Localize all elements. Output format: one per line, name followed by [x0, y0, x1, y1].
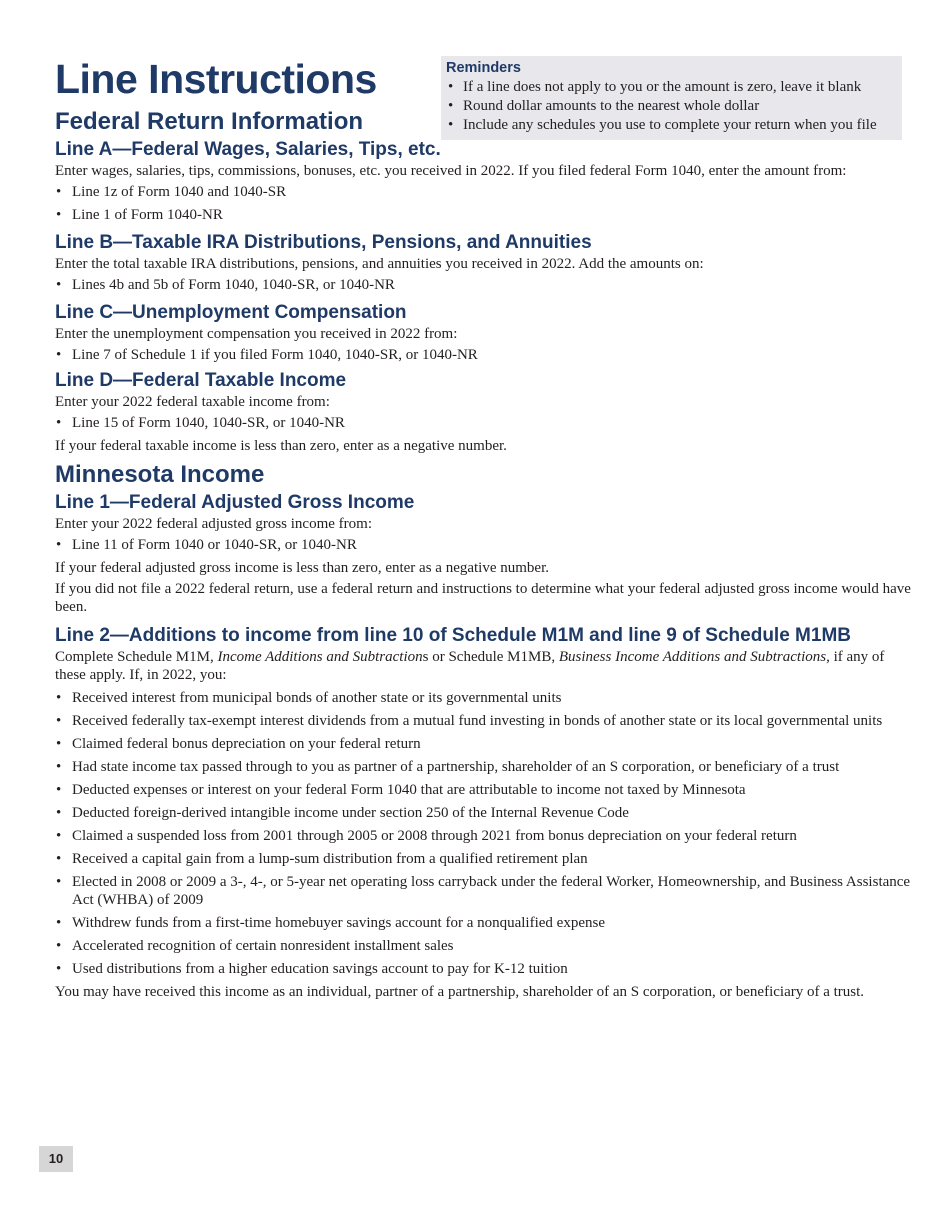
main-content — [55, 106, 915, 1004]
list-item: • Line 1z of Form 1040 and 1040-SR — [55, 183, 915, 201]
line-d-bullets — [55, 414, 915, 432]
line-a-heading: Line A—Federal Wages, Salaries, Tips, etc. — [55, 139, 441, 160]
page-number: 10 — [39, 1146, 73, 1172]
section-heading-federal: Federal Return Information — [55, 108, 364, 135]
line-b-heading: Line B—Taxable IRA Distributions, Pensions, and Annuities — [55, 232, 592, 253]
list-item: • Withdrew funds from a first-time homebuyer savings account for a nonqualified expense — [55, 914, 915, 932]
line-1-note-negative: If your federal adjusted gross income is less than zero, enter as a negative number. — [55, 560, 549, 576]
list-item: • Received a capital gain from a lump-sum distribution from a qualified retirement plan — [55, 850, 915, 868]
line-c-bullets — [55, 346, 915, 364]
line-b-intro: Enter the total taxable IRA distributions, pensions, and annuities you received in 2022. Add the amounts on: — [55, 256, 704, 272]
section-heading-minnesota: Minnesota Income — [55, 461, 265, 488]
reminder-item: • Round dollar amounts to the nearest whole dollar — [446, 97, 896, 116]
list-item: • Line 7 of Schedule 1 if you filed Form 1040, 1040-SR, or 1040-NR — [55, 346, 915, 364]
list-item: • Line 15 of Form 1040, 1040-SR, or 1040-NR — [55, 414, 915, 432]
line-b-bullets — [55, 276, 915, 294]
line-c-intro: Enter the unemployment compensation you received in 2022 from: — [55, 326, 458, 342]
line-d-intro: Enter your 2022 federal taxable income from: — [55, 394, 330, 410]
list-item: • Line 11 of Form 1040 or 1040-SR, or 1040-NR — [55, 536, 915, 554]
line-1-bullets — [55, 536, 915, 554]
list-item: • Accelerated recognition of certain nonresident installment sales — [55, 937, 915, 955]
list-item: • Deducted foreign-derived intangible income under section 250 of the Internal Revenue Code — [55, 804, 915, 822]
list-item: • Used distributions from a higher education savings account to pay for K-12 tuition — [55, 960, 915, 978]
list-item: • Received interest from municipal bonds of another state or its governmental units — [55, 689, 915, 707]
line-d-note: If your federal taxable income is less than zero, enter as a negative number. — [55, 438, 507, 454]
line-c-heading: Line C—Unemployment Compensation — [55, 302, 407, 323]
line-2-bullets — [55, 689, 915, 978]
line-a-bullets — [55, 183, 915, 224]
list-item: • Had state income tax passed through to you as partner of a partnership, shareholder of an S corporation, or beneficiary of a trust — [55, 758, 915, 776]
list-item: • Deducted expenses or interest on your federal Form 1040 that are attributable to income not taxed by Minnesota — [55, 781, 915, 799]
line-2-heading: Line 2—Additions to income from line 10 of Schedule M1M and line 9 of Schedule M1MB — [55, 625, 851, 646]
line-2-closing: You may have received this income as an individual, partner of a partnership, shareholder of an S corporation, or beneficiary of a trust. — [55, 984, 865, 1000]
list-item: • Line 1 of Form 1040-NR — [55, 206, 915, 224]
list-item: • Elected in 2008 or 2009 a 3-, 4-, or 5-year net operating loss carryback under the federal Worker, Homeownership, and Business Assistance Act (WHBA) of 2009 — [55, 873, 915, 909]
list-item: • Lines 4b and 5b of Form 1040, 1040-SR, or 1040-NR — [55, 276, 915, 294]
line-a-intro: Enter wages, salaries, tips, commissions, bonuses, etc. you received in 2022. If you filed federal Form 1040, enter the amount from: — [55, 163, 847, 179]
line-d-heading: Line D—Federal Taxable Income — [55, 370, 347, 391]
page-title: Line Instructions — [55, 56, 377, 102]
line-1-note-no-return: If you did not file a 2022 federal return, use a federal return and instructions to determine what your federal adjusted gross income would have been. — [55, 581, 911, 615]
list-item: • Claimed federal bonus depreciation on your federal return — [55, 735, 915, 753]
line-2-intro: Complete Schedule M1M, Income Additions and Subtractions or Schedule M1MB, Business Income Additions and Subtractions, if any of these apply. If, in 2022, you: — [55, 649, 885, 683]
line-1-intro: Enter your 2022 federal adjusted gross income from: — [55, 516, 372, 532]
list-item: • Claimed a suspended loss from 2001 through 2005 or 2008 through 2021 from bonus depreciation on your federal return — [55, 827, 915, 845]
list-item: • Received federally tax-exempt interest dividends from a mutual fund investing in bonds of another state or its local governmental units — [55, 712, 915, 730]
line-1-heading: Line 1—Federal Adjusted Gross Income — [55, 492, 415, 513]
reminders-title: Reminders — [446, 60, 521, 76]
reminder-item: • If a line does not apply to you or the amount is zero, leave it blank — [446, 78, 896, 97]
reminder-item: • Include any schedules you use to complete your return when you file — [446, 116, 896, 135]
